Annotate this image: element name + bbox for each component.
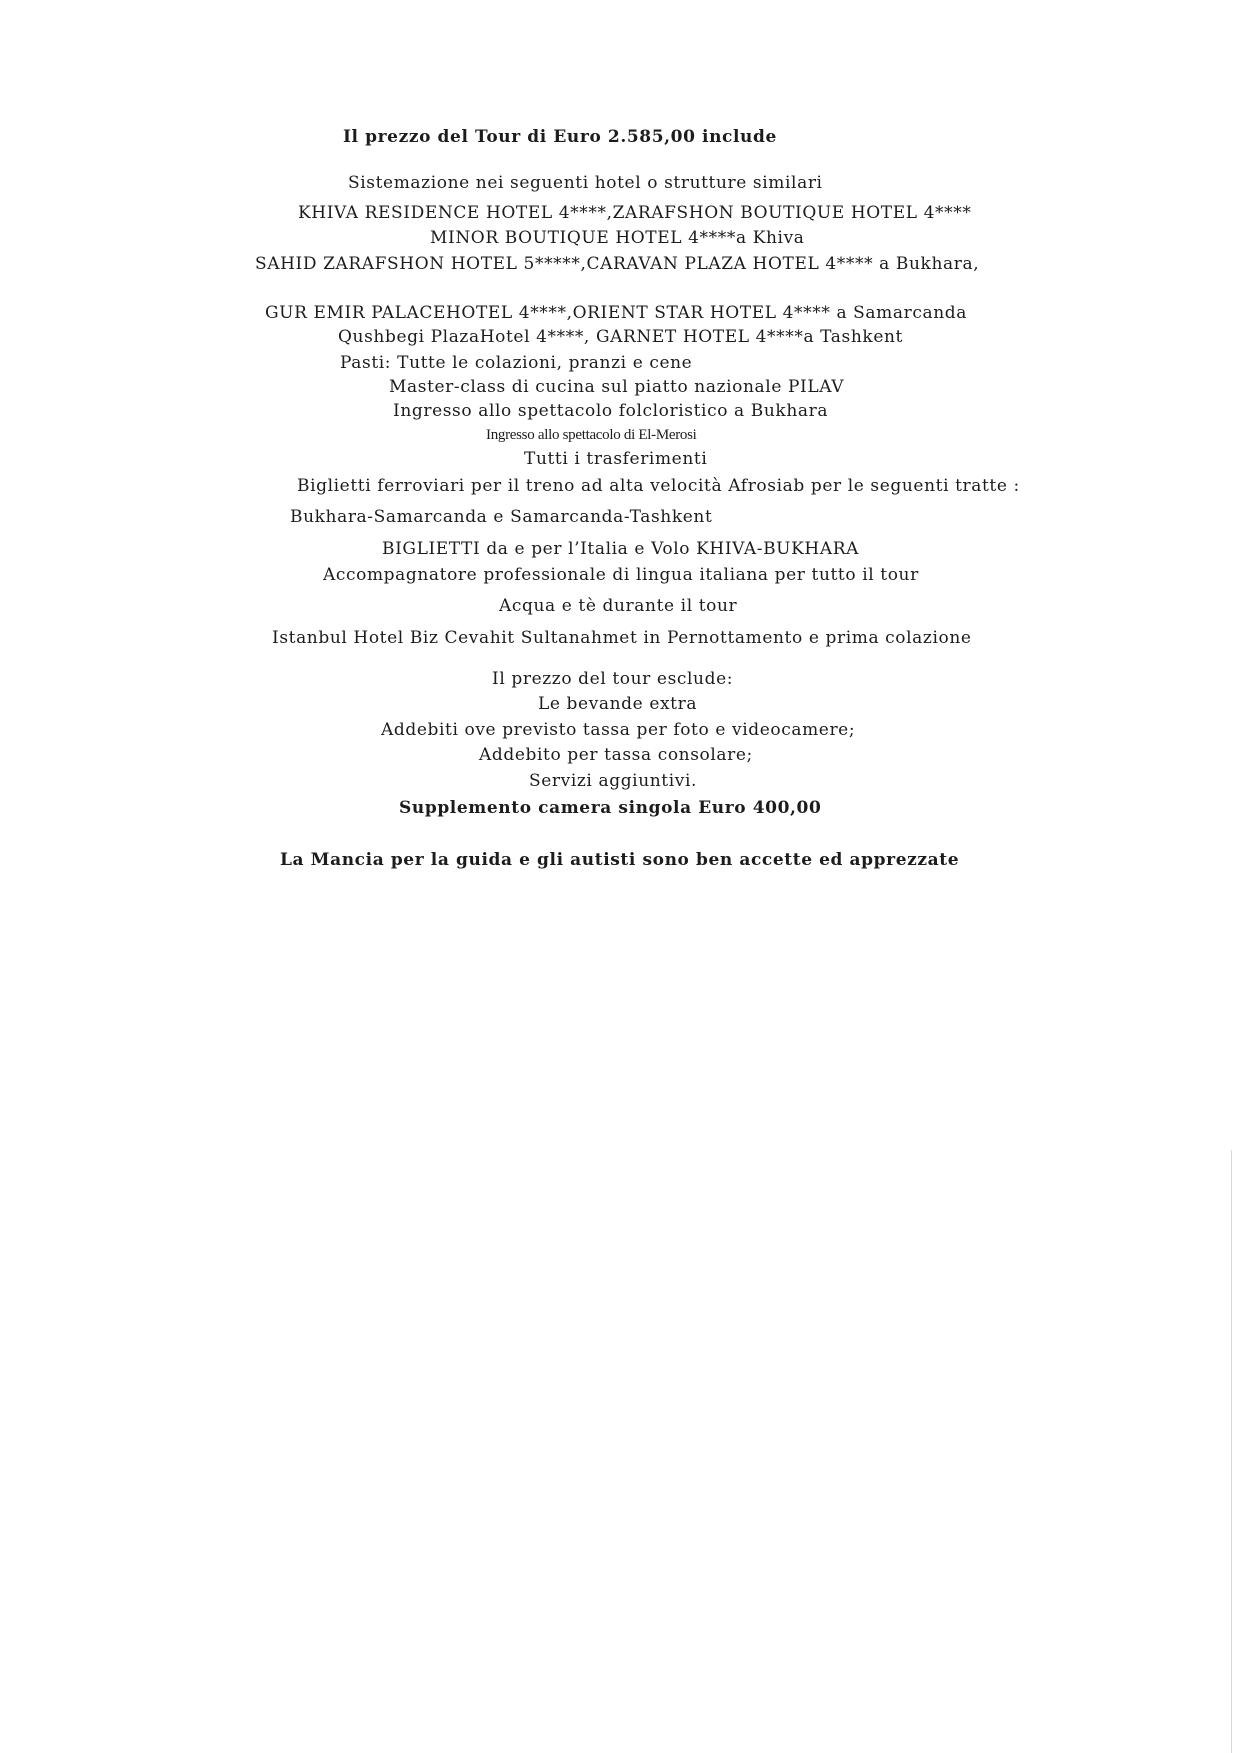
- photo-fee: Addebiti ove previsto tassa per foto e videocamere;: [381, 720, 856, 740]
- meals-included: Pasti: Tutte le colazioni, pranzi e cene: [340, 353, 693, 373]
- tips-note: La Mancia per la guida e gli autisti sono ben accette ed apprezzate: [280, 850, 960, 870]
- includes-heading: Il prezzo del Tour di Euro 2.585,00 include: [343, 127, 777, 147]
- italian-guide: Accompagnatore professionale di lingua italiana per tutto il tour: [323, 565, 919, 585]
- flight-tickets: BIGLIETTI da e per l’Italia e Volo KHIVA-BUKHARA: [382, 539, 859, 559]
- hotels-khiva-line-1: KHIVA RESIDENCE HOTEL 4****,ZARAFSHON BOUTIQUE HOTEL 4****: [298, 203, 972, 223]
- hotels-samarcanda: GUR EMIR PALACEHOTEL 4****,ORIENT STAR HOTEL 4**** a Samarcanda: [265, 303, 967, 323]
- consular-fee: Addebito per tassa consolare;: [479, 745, 753, 765]
- scan-edge-line: [1231, 1150, 1232, 1753]
- istanbul-hotel: Istanbul Hotel Biz Cevahit Sultanahmet in Pernottamento e prima colazione: [272, 628, 972, 648]
- hotels-tashkent: Qushbegi PlazaHotel 4****, GARNET HOTEL 4****a Tashkent: [338, 327, 903, 347]
- accommodation-intro: Sistemazione nei seguenti hotel o strutture similari: [348, 173, 823, 193]
- transfers: Tutti i trasferimenti: [524, 449, 708, 469]
- extra-services: Servizi aggiuntivi.: [529, 771, 698, 791]
- train-routes: Bukhara-Samarcanda e Samarcanda-Tashkent: [290, 507, 713, 527]
- cooking-class: Master-class di cucina sul piatto nazionale PILAV: [389, 377, 845, 397]
- hotels-bukhara: SAHID ZARAFSHON HOTEL 5*****,CARAVAN PLAZA HOTEL 4**** a Bukhara,: [255, 254, 980, 274]
- folk-show: Ingresso allo spettacolo folcloristico a Bukhara: [393, 401, 829, 421]
- excludes-heading: Il prezzo del tour esclude:: [492, 669, 734, 689]
- extra-drinks: Le bevande extra: [538, 694, 698, 714]
- train-tickets: Biglietti ferroviari per il treno ad alta velocità Afrosiab per le seguenti tratte :: [297, 476, 1020, 496]
- hotels-khiva-line-2: MINOR BOUTIQUE HOTEL 4****a Khiva: [430, 228, 805, 248]
- el-merosi-show: Ingresso allo spettacolo di El-Merosi: [486, 427, 697, 443]
- water-and-tea: Acqua e tè durante il tour: [499, 596, 738, 616]
- single-room-supplement: Supplemento camera singola Euro 400,00: [399, 798, 822, 818]
